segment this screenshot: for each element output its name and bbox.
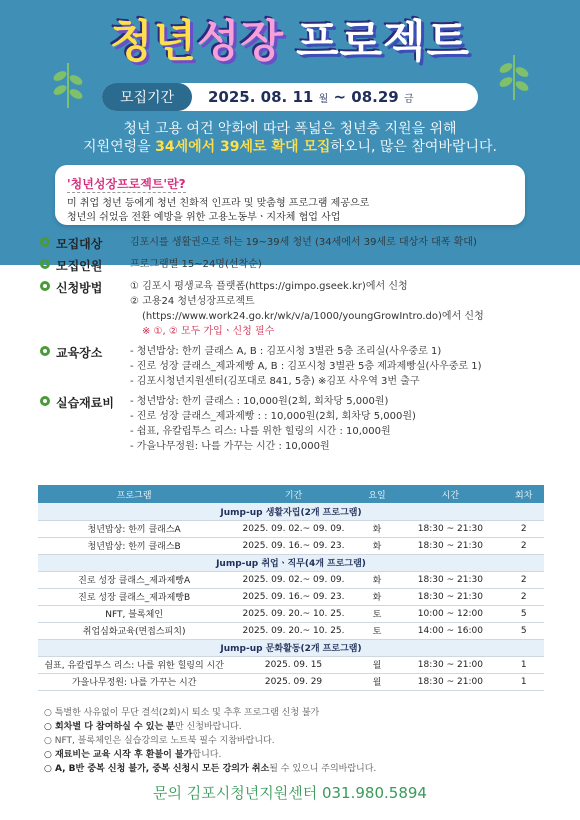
period-value: 2025. 08. 11 월 ~ 08.29 금: [208, 88, 414, 106]
info-row-count: 모집인원 프로그램별 15~24명(선착순): [40, 257, 550, 274]
circle-bullet-icon: [40, 346, 50, 356]
recruit-period: [102, 83, 478, 111]
note-item: ○ NFT, 블록체인은 실습강의로 노트북 필수 지참바랍니다.: [44, 736, 275, 746]
table-header-cell: 시간: [397, 485, 503, 503]
note-item: ○ 특별한 사유없이 무단 결석(2회)시 퇴소 및 추후 프로그램 신청 불가: [44, 708, 320, 718]
info-row-place: 교육장소 - 청년밥상: 한끼 클래스 A, B : 김포시청 3별관 5층 조리실(사우중로 1) - 진로 성장 클래스_제과제빵 A, B : 김포시청 3별관 5층 제과제빵실(사우중로 1) - 김포시청년지원센터(김포대로 841, 5층) ※김포 사우역 3번 출구: [40, 344, 550, 389]
info-row-target: 모집대상 김포시를 생활권으로 하는 19~39세 청년 (34세에서 39세로 대상자 대폭 확대): [40, 235, 550, 252]
title-part3: 프로젝트: [296, 16, 471, 67]
note-item: ○ 회차별 다 참여하실 수 있는 분만 신청바랍니다.: [44, 722, 242, 732]
title-part1: 청년: [109, 16, 197, 67]
notes-list: [44, 706, 544, 776]
schedule-table: [38, 485, 544, 691]
title-part2: 성장: [196, 16, 284, 67]
table-group-row: Jump-up 생활자립(2개 프로그램): [38, 503, 544, 520]
table-row: 취업심화교육(면접스피치) 2025. 09. 20.~ 10. 25. 토 14:00 ~ 16:00 5: [38, 622, 544, 639]
table-row: 청년밥상: 한끼 클래스B 2025. 09. 16.~ 09. 23. 화 18:30 ~ 21:30 2: [38, 537, 544, 554]
table-header-cell: 요일: [357, 485, 397, 503]
table-row: 청년밥상: 한끼 클래스A 2025. 09. 02.~ 09. 09. 화 18:30 ~ 21:30 2: [38, 520, 544, 537]
circle-bullet-icon: [40, 396, 50, 406]
table-row: 가을나무정원: 나를 가꾸는 시간 2025. 09. 29 월 18:30 ~ 21:00 1: [38, 673, 544, 690]
circle-bullet-icon: [40, 281, 50, 291]
period-label: 모집기간: [102, 83, 192, 111]
table-header-cell: 회차: [504, 485, 545, 503]
circle-bullet-icon: [40, 259, 50, 269]
table-header-row: [38, 485, 544, 503]
table-header-cell: 프로그램: [38, 485, 230, 503]
page-title: [0, 12, 580, 72]
intro-text: 청년 고용 여건 악화에 따라 폭넓은 청년층 지원을 위해 지원연령을 34세에서 39세로 확대 모집하오니, 많은 참여바랍니다.: [83, 121, 497, 155]
table-row: 진로 성장 클래스_제과제빵A 2025. 09. 02.~ 09. 09. 화 18:30 ~ 21:30 2: [38, 571, 544, 588]
note-item: ○ 재료비는 교육 시작 후 환불이 불가합니다.: [44, 750, 222, 760]
table-group-row: Jump-up 취업ㆍ직무(4개 프로그램): [38, 554, 544, 571]
table-row: NFT, 블록체인 2025. 09. 20.~ 10. 25. 토 10:00 ~ 12:00 5: [38, 605, 544, 622]
table-group-row: Jump-up 문화활동(2개 프로그램): [38, 639, 544, 656]
description-title: '청년성장프로젝트'란?: [67, 177, 186, 191]
info-row-apply: 신청방법 ① 김포시 평생교육 플랫폼(https://gimpo.gseek.kr)에서 신청 ② 고용24 청년성장프로젝트 (https://www.work24.go.kr/wk/v/a/1000/youngGrowIntro.do)에서 신청 ※ ①, ② 모두 가입ㆍ신청 필수: [40, 279, 550, 339]
note-item: ○ A, B반 중복 신청 불가, 중복 신청시 모든 강의가 취소될 수 있으니 주의바랍니다.: [44, 764, 377, 774]
hero-banner: [0, 0, 580, 265]
table-header-cell: 기간: [230, 485, 357, 503]
info-section: [40, 235, 550, 459]
project-description-box: '청년성장프로젝트'란? 미 취업 청년 등에게 청년 친화적 인프라 및 맞춤형 프로그램 제공으로 청년의 쉬었음 전환 예방을 위한 고용노동부ㆍ지자체 협업 사업: [55, 165, 525, 225]
table-row: 쉼표, 유칼립투스 리스: 나를 위한 힐링의 시간 2025. 09. 15 월 18:30 ~ 21:00 1: [38, 656, 544, 673]
table-row: 진로 성장 클래스_제과제빵B 2025. 09. 16.~ 09. 23. 화 18:30 ~ 21:30 2: [38, 588, 544, 605]
info-row-fee: 실습재료비 - 청년밥상: 한끼 클래스 : 10,000원(2회, 회차당 5,000원) - 진로 성장 클래스_제과제빵 : : 10,000원(2회, 회차당 5,000원) - 쉼표, 유칼립투스 리스: 나를 위한 힐링의 시간 : 10,000원 - 가을나무정원: 나를 가꾸는 시간 : 10,000원: [40, 394, 550, 454]
contact-info: 문의 김포시청년지원센터 031.980.5894: [153, 784, 427, 802]
circle-bullet-icon: [40, 237, 50, 247]
